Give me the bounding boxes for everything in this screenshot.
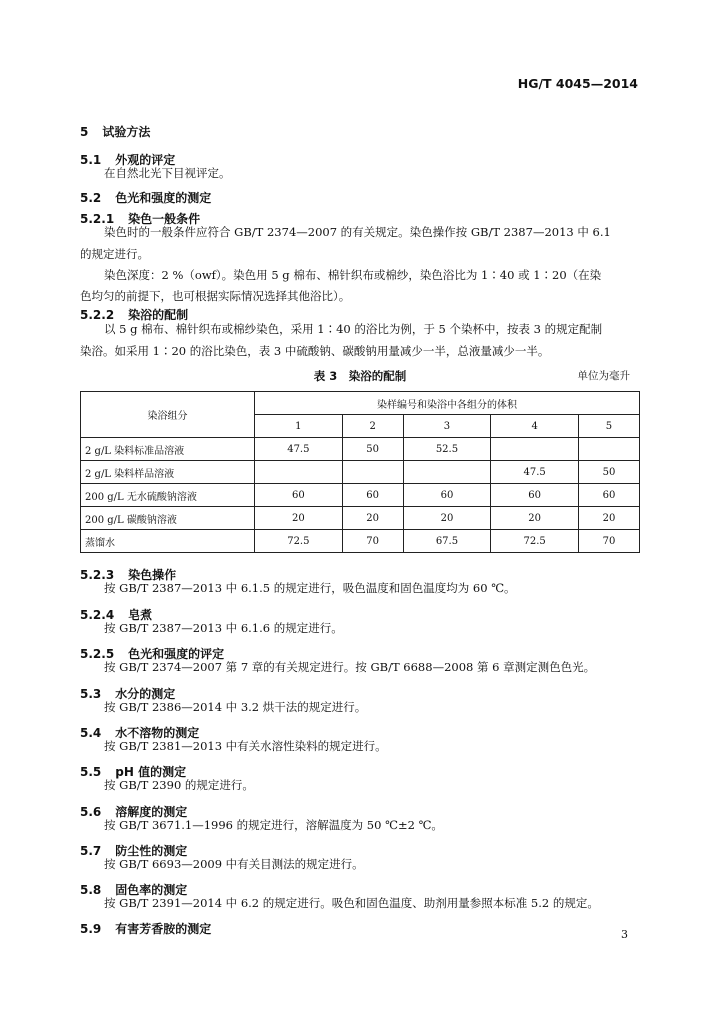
cell: 52.5 (403, 438, 491, 461)
section-heading: 5.9 有害芳香胺的测定 (80, 922, 212, 936)
cell: 60 (491, 484, 579, 507)
cell (403, 461, 491, 484)
section-heading: 5.2.5 色光和强度的评定 (80, 647, 225, 661)
table-col-header: 5 (578, 415, 639, 438)
cell: 60 (342, 484, 403, 507)
paragraph: 按 GB/T 6693—2009 中有关目测法的规定进行。 (104, 857, 364, 871)
section-heading: 5.2.3 染色操作 (80, 568, 177, 582)
paragraph: 按 GB/T 2387—2013 中 6.1.6 的规定进行。 (104, 621, 343, 635)
row-label: 200 g/L 碳酸钠溶液 (81, 507, 255, 530)
row-label: 蒸馏水 (81, 530, 255, 553)
section-heading: 5.1 外观的评定 (80, 153, 176, 167)
paragraph: 染浴。如采用 1∶20 的浴比染色，表 3 中硫酸钠、碳酸钠用量减少一半，总液量减少一半。 (80, 344, 550, 358)
cell (578, 438, 639, 461)
cell: 70 (342, 530, 403, 553)
section-heading: 5.3 水分的测定 (80, 687, 176, 701)
paragraph: 色均匀的前提下，也可根据实际情况选择其他浴比）。 (80, 289, 351, 303)
table-3 (80, 391, 640, 553)
cell: 72.5 (491, 530, 579, 553)
paragraph: 的规定进行。 (80, 247, 149, 261)
section-heading: 5.7 防尘性的测定 (80, 844, 188, 858)
paragraph: 按 GB/T 2374—2007 第 7 章的有关规定进行。按 GB/T 6688—2008 第 6 章测定测色色光。 (104, 660, 596, 674)
row-label: 2 g/L 染料标准品溶液 (81, 438, 255, 461)
section-heading: 5.5 pH 值的测定 (80, 765, 187, 779)
table-caption: 表 3 染浴的配制 (313, 369, 407, 383)
cell: 72.5 (255, 530, 343, 553)
cell: 20 (578, 507, 639, 530)
table-row (81, 530, 640, 553)
section-heading: 5.2 色光和强度的测定 (80, 191, 212, 205)
paragraph: 按 GB/T 2387—2013 中 6.1.5 的规定进行，吸色温度和固色温度均为 60 ℃。 (104, 581, 516, 595)
row-label: 2 g/L 染料样品溶液 (81, 461, 255, 484)
cell: 60 (578, 484, 639, 507)
paragraph: 按 GB/T 3671.1—1996 的规定进行，溶解温度为 50 ℃±2 ℃。 (104, 818, 443, 832)
paragraph: 按 GB/T 2386—2014 中 3.2 烘干法的规定进行。 (104, 700, 367, 714)
cell: 60 (255, 484, 343, 507)
section-heading: 5.6 溶解度的测定 (80, 805, 188, 819)
table-row (81, 438, 640, 461)
cell: 50 (342, 438, 403, 461)
table-col-header: 3 (403, 415, 491, 438)
cell: 67.5 (403, 530, 491, 553)
paragraph: 以 5 g 棉布、棉针织布或棉纱染色，采用 1∶40 的浴比为例，于 5 个染杯中，按表 3 的规定配制 (104, 322, 603, 336)
page-number: 3 (621, 928, 628, 941)
paragraph: 染色深度：2 %（owf）。染色用 5 g 棉布、棉针织布或棉纱，染色浴比为 1∶40 或 1∶20（在染 (104, 268, 602, 282)
table-col-header: 4 (491, 415, 579, 438)
cell: 20 (491, 507, 579, 530)
paragraph: 按 GB/T 2391—2014 中 6.2 的规定进行。吸色和固色温度、助剂用量参照本标准 5.2 的规定。 (104, 896, 599, 910)
cell: 47.5 (491, 461, 579, 484)
cell: 60 (403, 484, 491, 507)
table-col-header: 2 (342, 415, 403, 438)
cell: 70 (578, 530, 639, 553)
section-heading: 5 试验方法 (80, 125, 151, 139)
table-header-span: 染样编号和染浴中各组分的体积 (255, 392, 640, 415)
section-heading: 5.2.4 皂煮 (80, 608, 153, 622)
cell: 20 (342, 507, 403, 530)
cell: 20 (255, 507, 343, 530)
table-header-group: 染浴组分 (81, 392, 255, 438)
cell: 20 (403, 507, 491, 530)
section-heading: 5.2.1 染色一般条件 (80, 212, 201, 226)
paragraph: 在自然北光下目视评定。 (104, 166, 231, 180)
section-heading: 5.4 水不溶物的测定 (80, 726, 200, 740)
table-row (81, 484, 640, 507)
paragraph: 染色时的一般条件应符合 GB/T 2374—2007 的有关规定。染色操作按 GB/T 2387—2013 中 6.1 (104, 225, 611, 239)
table-row (81, 461, 640, 484)
cell: 50 (578, 461, 639, 484)
section-heading: 5.2.2 染浴的配制 (80, 308, 189, 322)
cell (255, 461, 343, 484)
row-label: 200 g/L 无水硫酸钠溶液 (81, 484, 255, 507)
paragraph: 按 GB/T 2381—2013 中有关水溶性染料的规定进行。 (104, 739, 387, 753)
paragraph: 按 GB/T 2390 的规定进行。 (104, 778, 254, 792)
section-heading: 5.8 固色率的测定 (80, 883, 188, 897)
table-col-header: 1 (255, 415, 343, 438)
table-row (81, 507, 640, 530)
standard-number: HG/T 4045—2014 (517, 76, 638, 91)
cell: 47.5 (255, 438, 343, 461)
cell (491, 438, 579, 461)
cell (342, 461, 403, 484)
table-unit: 单位为毫升 (577, 370, 630, 382)
